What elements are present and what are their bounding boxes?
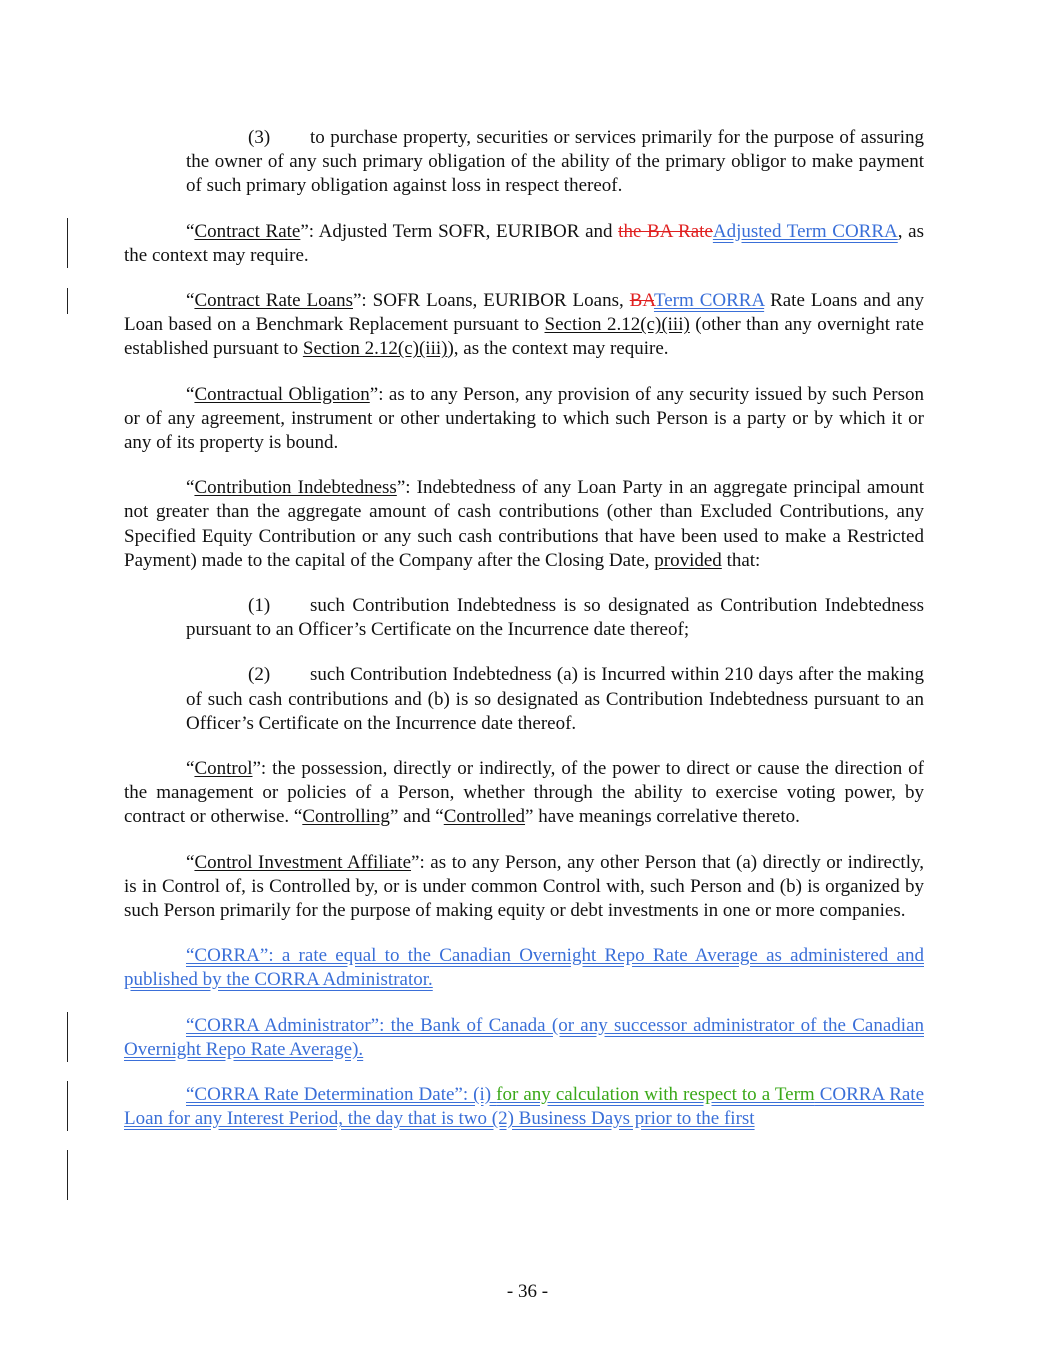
inserted-text: CORRA Rate Loan for any Interest Period, the day that is two (2) Business Days prior to the first: [124, 1084, 925, 1130]
item-number: (1): [248, 595, 271, 617]
section-reference: Section 2.12(c)(iii): [302, 338, 448, 360]
definition-corra: [124, 944, 924, 992]
definition-control: “Control”: the possession, directly or indirectly, of the power to direct or cause the direction of the management or policies of a Person, whether through the ability to exercise voting power, by contract or otherwise. “Controlling” and “Controlled” have meanings correlative thereto.: [124, 758, 924, 828]
definition-contractual-obligation: “Contractual Obligation”: as to any Person, any provision of any security issued by such Person or of any agreement, instrument or other undertaking to which such Person is a party or by which it or any of its property is bound.: [124, 383, 925, 454]
definition-control-investment-affiliate: “Control Investment Affiliate”: as to any Person, any other Person that (a) directly or indirectly, is in Control of, is Controlled by, or is under common Control with, such Person and (b) is organized by such Person primarily for the purpose of making equity or debt investments in one or more companies.: [124, 851, 924, 922]
item-text: to purchase property, securities or services primarily for the purpose of assuring the owner of any such primary obligation of the ability of the primary obligor to make payment of such primary obligation against loss in respect thereof.: [186, 127, 924, 197]
change-bar: [67, 288, 68, 314]
definition-contribution-indebtedness: “Contribution Indebtedness”: Indebtedness of any Loan Party in an aggregate principal amount not greater than the aggregate amount of cash contributions (other than Excluded Contributions, any Specified Equity Contribution or any such cash contributions that have been used to make a Restricted Payment) made to the capital of the Company after the Closing Date, provided that:: [124, 477, 924, 571]
ci-item-2-paragraph: [186, 663, 924, 736]
defined-term: Controlled: [443, 806, 526, 828]
deleted-text: the BA Rate: [618, 220, 713, 242]
provided-term: provided: [654, 549, 722, 571]
definition-contract-rate-loans: “Contract Rate Loans”: SOFR Loans, EURIBOR Loans, BATerm CORRA Rate Loans and any Loan based on a Benchmark Replacement pursuant to Section 2.12(c)(iii) (other than any overnight rate established pursuant to Section 2.12(c)(iii)), as the context may require.: [124, 290, 924, 360]
defined-term: Controlling: [302, 806, 390, 828]
defined-term: Contractual Obligation: [194, 383, 370, 405]
page-number: - 36 -: [506, 1281, 549, 1302]
definition-corra-rate-determination-date: [124, 1083, 924, 1131]
item-text: such Contribution Indebtedness (a) is Incurred within 210 days after the making of such cash contributions and (b) is so designated as Contribution Indebtedness pursuant to an Officer’s Certificate on the Incurrence date thereof.: [186, 664, 924, 734]
inserted-text: “CORRA”: a rate equal to the Canadian Overnight Repo Rate Average as administered and published by the CORRA Administrator.: [124, 945, 924, 991]
item-text: such Contribution Indebtedness is so designated as Contribution Indebtedness pursuant to an Officer’s Certificate on the Incurrence date thereof;: [186, 595, 924, 641]
inserted-text: Term CORRA: [653, 290, 765, 312]
change-bar: [67, 1081, 68, 1131]
definition-contract-rate: “Contract Rate”: Adjusted Term SOFR, EURIBOR and the BA RateAdjusted Term CORRA, as the context may require.: [124, 220, 924, 266]
moved-text: for any calculation with respect to a Term: [496, 1084, 815, 1106]
deleted-text: BA: [629, 290, 654, 312]
change-bar: [67, 1150, 68, 1200]
section-reference: Section 2.12(c)(iii): [544, 314, 690, 336]
document-page: [124, 126, 924, 1153]
change-bar: [67, 1012, 68, 1062]
inserted-text: “CORRA Administrator”: the Bank of Canada (or any successor administrator of the Canadian Overnight Repo Rate Average).: [124, 1014, 924, 1060]
defined-term: Contract Rate Loans: [194, 290, 353, 312]
ci-item-1-paragraph: [186, 594, 924, 642]
change-bar: [67, 218, 68, 268]
inserted-text: “CORRA Rate Determination Date”: (i): [186, 1084, 497, 1106]
defined-term: Contract Rate: [194, 220, 301, 242]
definition-corra-administrator: [124, 1014, 924, 1062]
defined-term: Control: [194, 758, 253, 780]
item-number: (3): [248, 127, 271, 148]
item-3-paragraph: [186, 126, 924, 199]
defined-term: Contribution Indebtedness: [194, 477, 397, 499]
inserted-text: Adjusted Term CORRA: [712, 220, 898, 242]
defined-term: Control Investment Affiliate: [194, 851, 412, 873]
item-number: (2): [248, 664, 271, 686]
